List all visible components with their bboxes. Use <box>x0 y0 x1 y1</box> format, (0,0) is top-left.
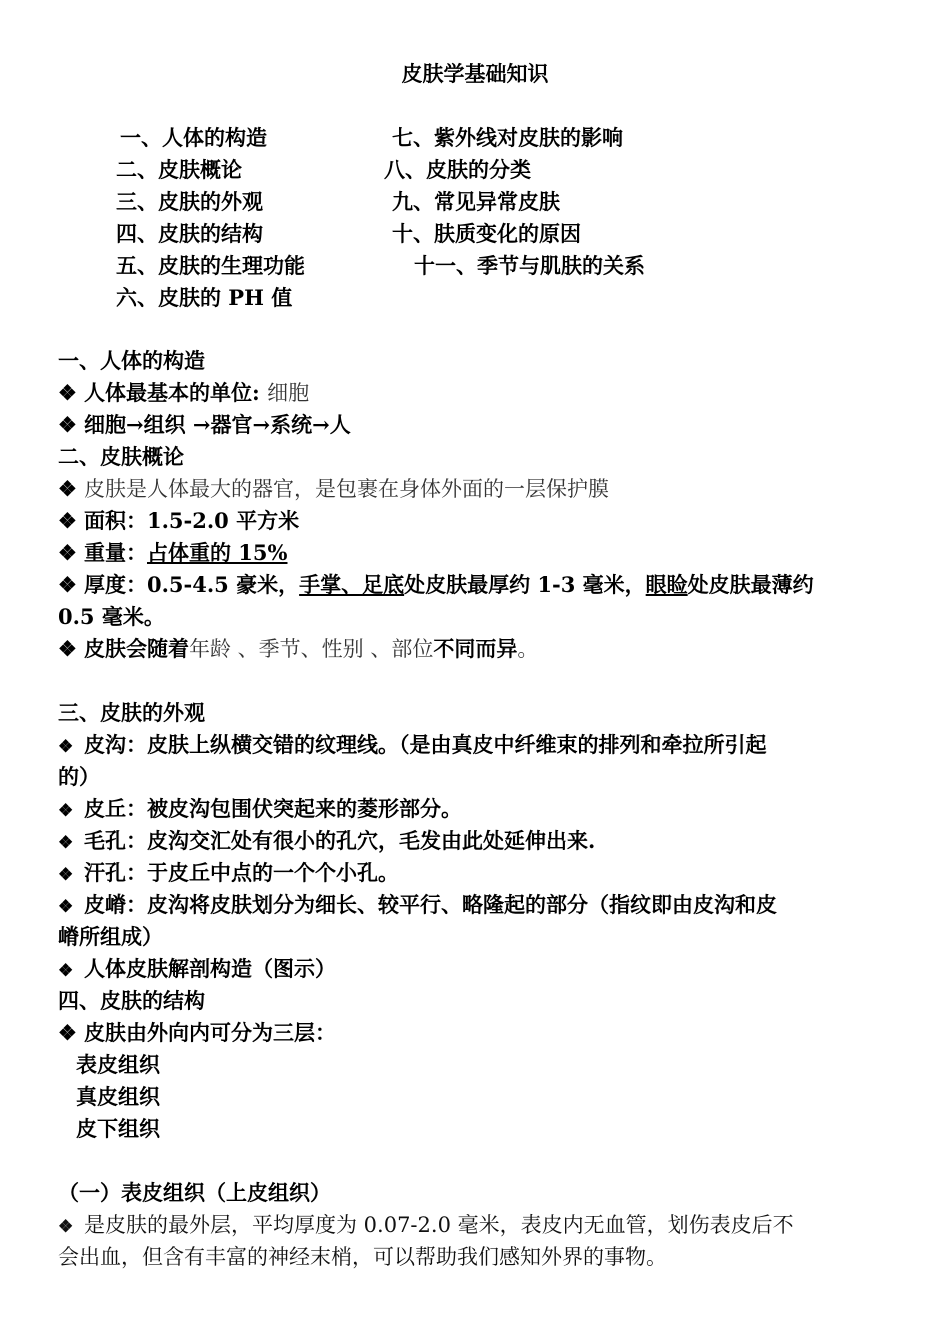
bullet-item: ❖ 面积：1.5-2.0 平方米 <box>58 505 898 537</box>
bullet-item: ❖ 毛孔：皮沟交汇处有很小的孔穴，毛发由此处延伸出来. <box>58 825 898 859</box>
section-heading: 四、皮肤的结构 <box>58 988 205 1013</box>
bullet-item-continued: 的） <box>58 764 100 789</box>
toc-item: 四、皮肤的结构 <box>116 221 263 246</box>
bullet-item-continued: 会出血，但含有丰富的神经末梢，可以帮助我们感知外界的事物。 <box>58 1245 667 1269</box>
diamond-bullet-icon: ❖ <box>58 540 77 565</box>
bullet-item: ❖ 皮肤会随着年龄 、季节、性别 、部位不同而异。 <box>58 633 898 665</box>
toc-item: 五、皮肤的生理功能 <box>116 253 305 278</box>
bullet-item-continued: 0.5 毫米。 <box>58 604 165 629</box>
bullet-item: ❖ 人体皮肤解剖构造（图示） <box>58 953 898 987</box>
diamond-bullet-icon: ❖ <box>58 897 74 917</box>
bullet-item: ❖ 细胞→组织 →器官→系统→人 <box>58 409 898 441</box>
toc-item: 二、皮肤概论 <box>116 157 242 182</box>
subsection-heading: （一）表皮组织（上皮组织） <box>58 1180 331 1205</box>
layer-item: 表皮组织 <box>76 1052 160 1077</box>
bullet-item: ❖ 皮丘：被皮沟包围伏突起来的菱形部分。 <box>58 793 898 827</box>
diamond-bullet-icon: ❖ <box>58 636 77 661</box>
diamond-bullet-icon: ❖ <box>58 380 77 405</box>
diamond-bullet-icon: ❖ <box>58 1217 74 1237</box>
bullet-item: ❖ 皮肤是人体最大的器官，是包裹在身体外面的一层保护膜 <box>58 473 898 505</box>
diamond-bullet-icon: ❖ <box>58 801 74 821</box>
layer-item: 真皮组织 <box>76 1084 160 1109</box>
diamond-bullet-icon: ❖ <box>58 737 74 757</box>
diamond-bullet-icon: ❖ <box>58 572 77 597</box>
diamond-bullet-icon: ❖ <box>58 508 77 533</box>
bullet-item: ❖ 汗孔：于皮丘中点的一个个小孔。 <box>58 857 898 891</box>
bullet-item: ❖ 皮嵴：皮沟将皮肤划分为细长、较平行、略隆起的部分（指纹即由皮沟和皮 <box>58 889 898 923</box>
bullet-item: ❖ 人体最基本的单位: 细胞 <box>58 377 898 409</box>
bullet-item: ❖ 重量：占体重的 15% <box>58 537 898 569</box>
diamond-bullet-icon: ❖ <box>58 961 74 981</box>
bullet-item: ❖ 是皮肤的最外层，平均厚度为 0.07-2.0 毫米，表皮内无血管，划伤表皮后不 <box>58 1209 898 1243</box>
layer-item: 皮下组织 <box>76 1116 160 1141</box>
toc-item: 七、紫外线对皮肤的影响 <box>392 125 623 150</box>
toc-item: 十、肤质变化的原因 <box>392 221 581 246</box>
section-heading: 二、皮肤概论 <box>58 444 184 469</box>
diamond-bullet-icon: ❖ <box>58 833 74 853</box>
toc-item: 八、皮肤的分类 <box>384 157 531 182</box>
toc-item: 一、人体的构造 <box>120 125 267 150</box>
diamond-bullet-icon: ❖ <box>58 476 77 501</box>
bullet-item: ❖ 皮沟：皮肤上纵横交错的纹理线。（是由真皮中纤维束的排列和牵拉所引起 <box>58 729 898 763</box>
document-title: 皮肤学基础知识 <box>401 61 549 86</box>
section-heading: 一、人体的构造 <box>58 348 205 373</box>
diamond-bullet-icon: ❖ <box>58 865 74 885</box>
bullet-item-continued: 嵴所组成） <box>58 924 163 949</box>
diamond-bullet-icon: ❖ <box>58 412 77 437</box>
diamond-bullet-icon: ❖ <box>58 1020 77 1045</box>
toc-item: 九、常见异常皮肤 <box>392 189 560 214</box>
toc-item: 三、皮肤的外观 <box>116 189 263 214</box>
bullet-item: ❖ 厚度：0.5-4.5 豪米，手掌、足底处皮肤最厚约 1-3 毫米，眼睑处皮肤最薄约 <box>58 569 898 601</box>
section-heading: 三、皮肤的外观 <box>58 700 205 725</box>
toc-item: 十一、季节与肌肤的关系 <box>414 253 645 278</box>
bullet-item: ❖ 皮肤由外向内可分为三层： <box>58 1017 898 1049</box>
toc-item: 六、皮肤的 PH 值 <box>116 285 293 310</box>
